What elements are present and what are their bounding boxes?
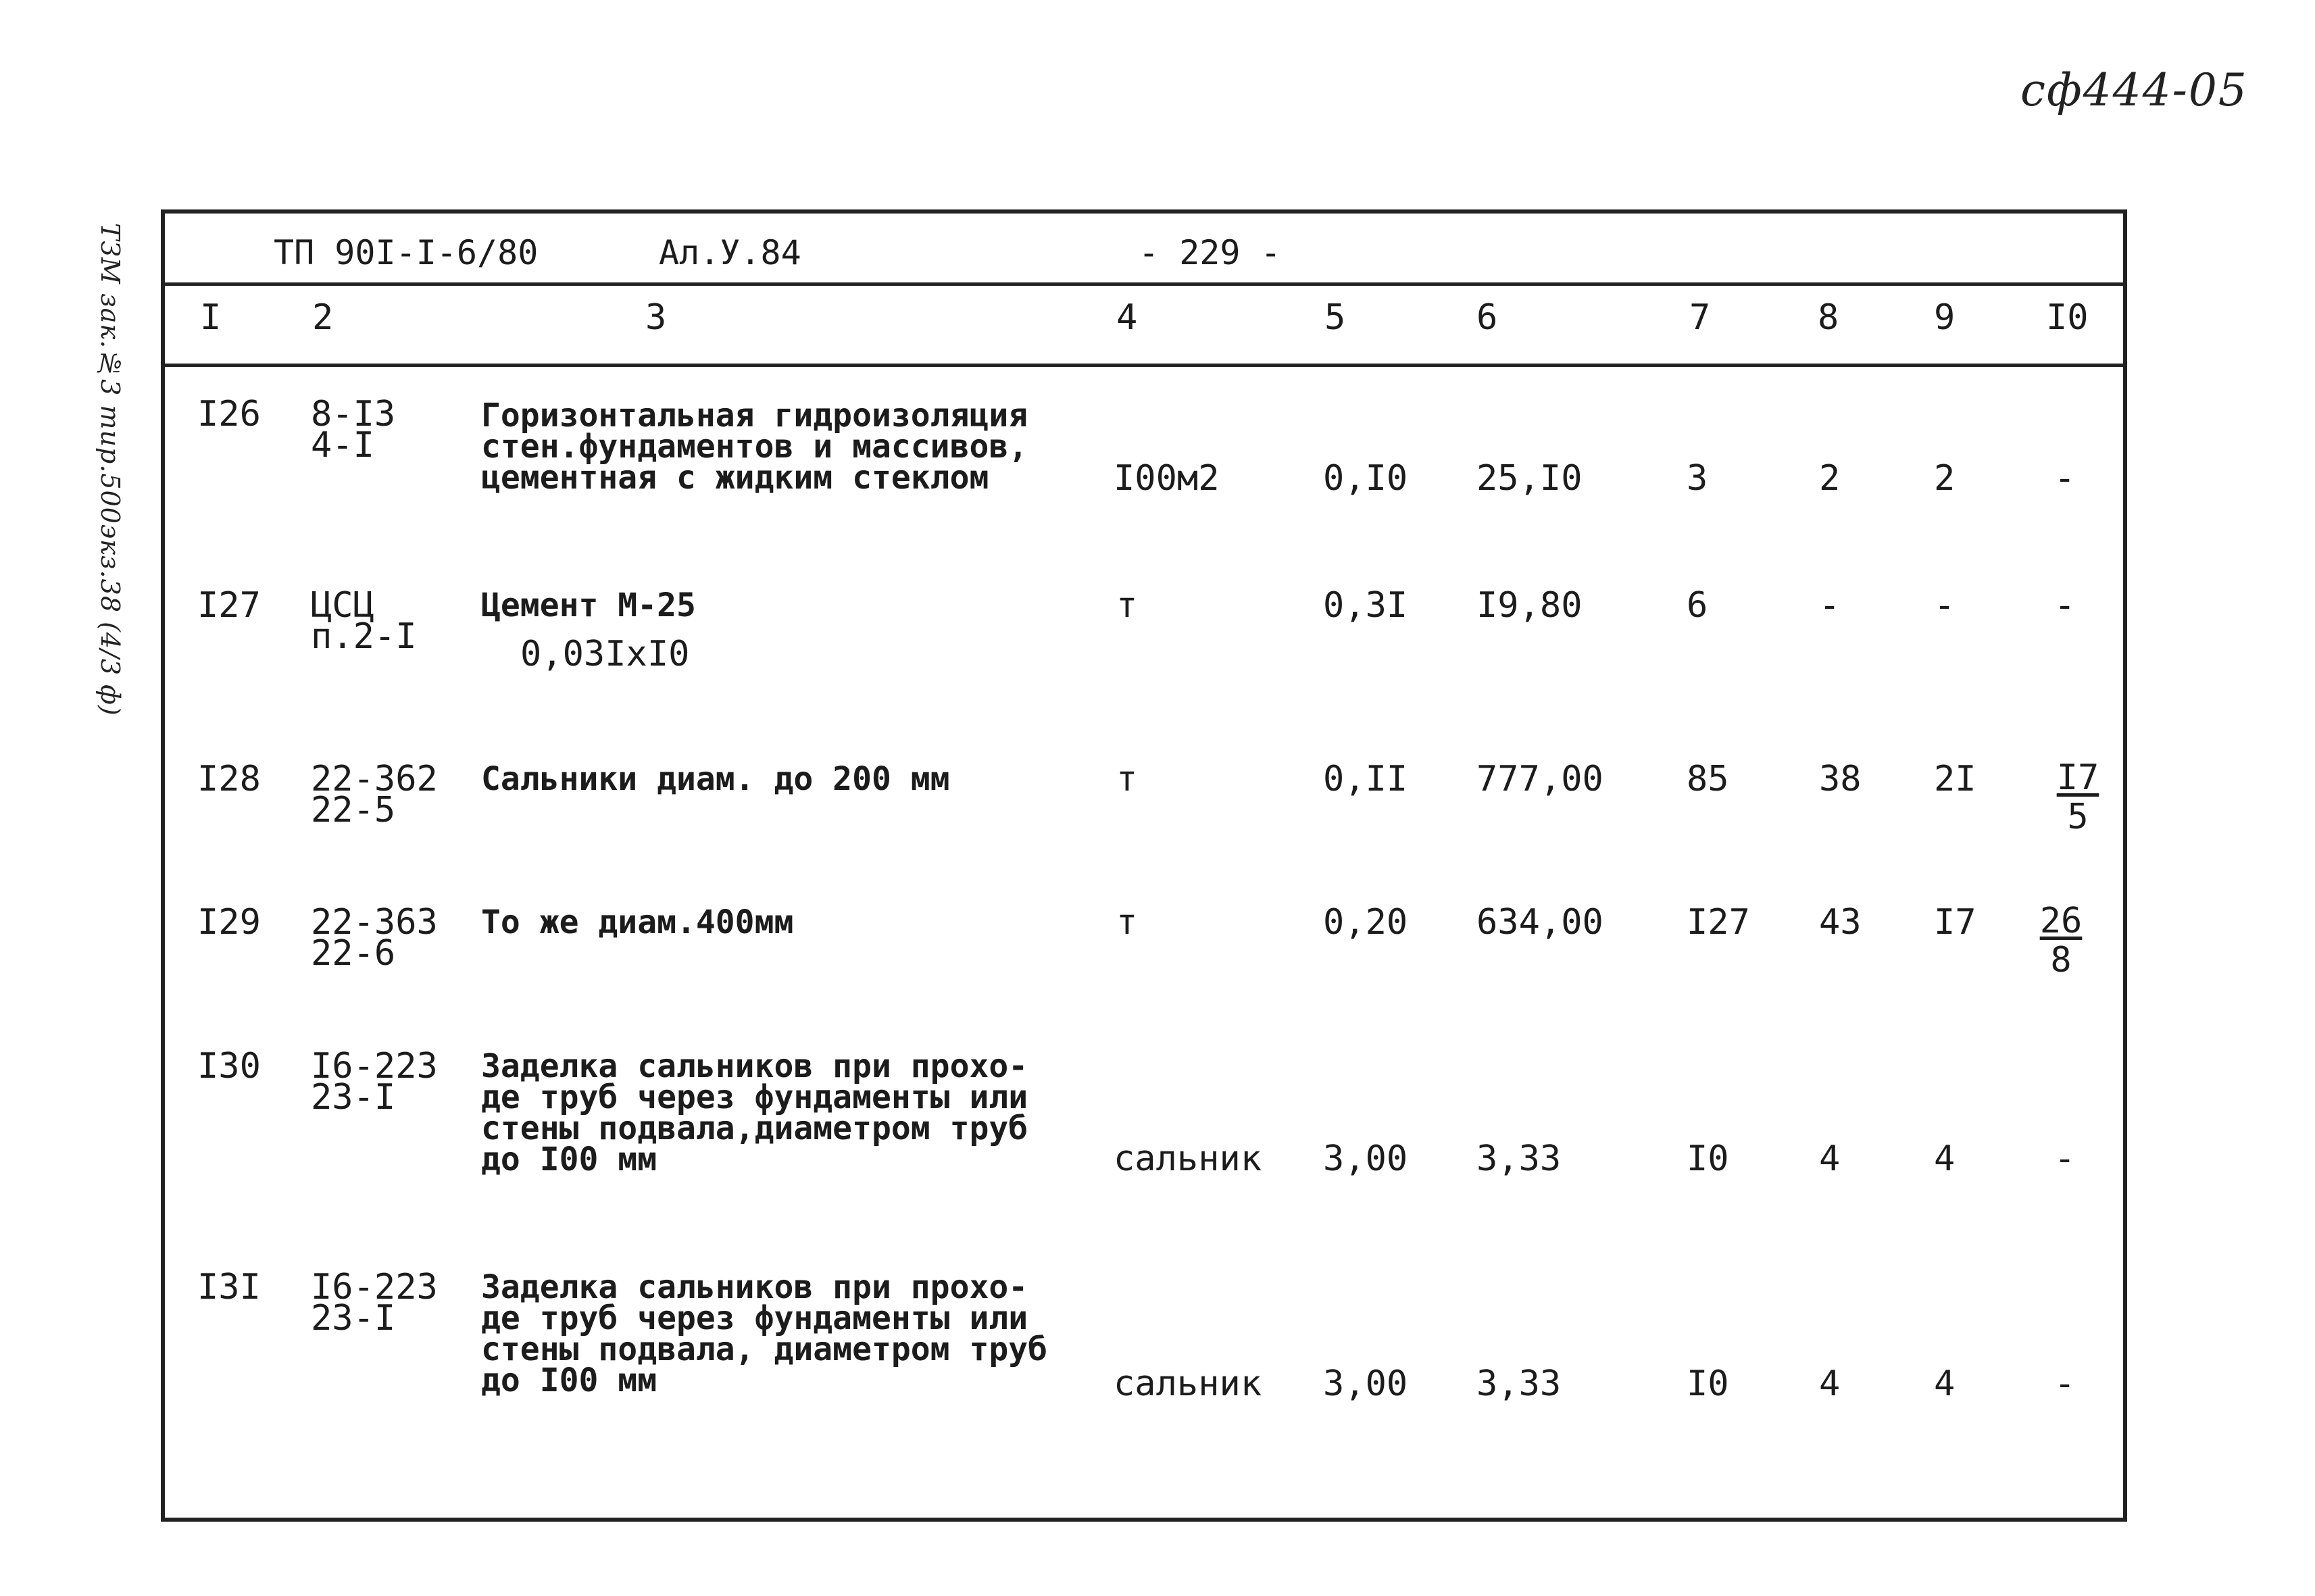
column-header: 7 [1689, 297, 1711, 338]
column-header: 9 [1934, 297, 1956, 338]
norm-code [311, 902, 438, 974]
unit: т [1116, 902, 1138, 943]
work-description [481, 587, 696, 624]
header-divider [165, 282, 2123, 286]
norm-code-line: 4-I [311, 425, 374, 466]
doc-code: ТП 90I-I-6/80 [274, 233, 539, 272]
row-number: I26 [197, 394, 261, 434]
cell-col8: - [1819, 585, 1841, 626]
work-description [481, 397, 1028, 497]
description-line: Цемент М-25 [481, 587, 696, 624]
cell-col8: 2 [1819, 458, 1841, 499]
description-line: Горизонтальная гидроизоляция [481, 397, 1028, 434]
cell-col5: 3,00 [1323, 1139, 1408, 1179]
cell-col10: - [2054, 458, 2076, 499]
cell-col10: - [2054, 585, 2076, 626]
cell-col5: 0,I0 [1323, 458, 1408, 499]
cell-col10: - [2054, 1364, 2076, 1404]
norm-code-line: п.2-I [311, 616, 417, 657]
description-line: де труб через фундаменты или [481, 1078, 1028, 1116]
row-number: I27 [197, 585, 261, 626]
row-number: I28 [197, 759, 261, 799]
unit: сальник [1114, 1139, 1262, 1179]
cell-col5: 3,00 [1323, 1364, 1408, 1404]
cell-col10-fraction [2024, 901, 2098, 980]
row-number: I29 [197, 902, 261, 943]
cell-col9: 2 [1934, 458, 1956, 499]
cell-col6: 634,00 [1476, 902, 1603, 943]
description-line: Заделка сальников при прохо- [481, 1268, 1028, 1306]
cell-col5: 0,20 [1323, 902, 1408, 943]
cell-col7: 3 [1687, 458, 1708, 499]
cell-col9: - [1934, 585, 1956, 626]
norm-code-line: ЦСЦ [311, 585, 374, 626]
unit: т [1116, 759, 1138, 799]
cell-col8: 43 [1819, 902, 1862, 943]
cell-col8: 38 [1819, 759, 1862, 799]
cell-col6: 3,33 [1476, 1364, 1562, 1404]
column-header-divider [165, 364, 2123, 367]
cell-col8: 4 [1819, 1364, 1841, 1404]
page-number: - 229 - [1139, 233, 1281, 272]
cell-col5: 0,II [1323, 759, 1408, 799]
fraction-denominator: 5 [2067, 797, 2089, 837]
cell-col9: 2I [1934, 759, 1976, 799]
norm-code-line: 23-I [311, 1077, 396, 1118]
norm-code [311, 759, 438, 830]
unit: I00м2 [1114, 458, 1220, 499]
cell-col9: 4 [1934, 1139, 1956, 1179]
side-margin-note: ТЗМ зак.№3 тир.500экз.38 (4/3 ф) [95, 223, 125, 716]
norm-code [311, 1267, 438, 1339]
norm-code-line: 22-362 [311, 759, 438, 799]
norm-code-line: 22-363 [311, 902, 438, 943]
description-line: стен.фундаментов и массивов, [481, 428, 1028, 466]
row-number: I3I [197, 1267, 261, 1307]
description-line: Заделка сальников при прохо- [481, 1047, 1028, 1085]
description-line: до I00 мм [481, 1141, 657, 1178]
album-number: Ал.У.84 [659, 233, 801, 272]
work-description [481, 903, 794, 941]
work-description [481, 1047, 1028, 1178]
description-line: стены подвала, диаметром труб [481, 1330, 1048, 1368]
cell-col6: 25,I0 [1476, 458, 1583, 499]
cell-col9: I7 [1934, 902, 1976, 943]
cell-col10: - [2054, 1139, 2076, 1179]
description-line: де труб через фундаменты или [481, 1299, 1028, 1337]
work-description [481, 1268, 1048, 1399]
fraction-denominator: 8 [2050, 940, 2072, 980]
description-line: стены подвала,диаметром труб [481, 1109, 1028, 1147]
norm-code-line: 22-5 [311, 790, 396, 830]
row-number: I30 [197, 1046, 261, 1087]
work-description [481, 760, 950, 798]
divider-dash [165, 364, 212, 367]
column-header: I0 [2046, 297, 2089, 338]
norm-code-line: 8-I3 [311, 394, 396, 434]
column-header: 4 [1116, 297, 1138, 338]
norm-code-line: I6-223 [311, 1267, 438, 1307]
cell-col8: 4 [1819, 1139, 1841, 1179]
cell-col5: 0,3I [1323, 585, 1408, 626]
cell-col7: I0 [1687, 1139, 1729, 1179]
cell-col7: I0 [1687, 1364, 1729, 1404]
norm-code [311, 394, 396, 466]
description-line: То же диам.400мм [481, 903, 794, 941]
norm-code-line: 22-6 [311, 933, 396, 974]
cell-col6: 777,00 [1476, 759, 1603, 799]
unit: сальник [1114, 1364, 1262, 1404]
norm-code [311, 585, 417, 657]
cell-col6: I9,80 [1476, 585, 1583, 626]
norm-code-line: I6-223 [311, 1046, 438, 1087]
description-line: Сальники диам. до 200 мм [481, 760, 950, 798]
column-header: 6 [1476, 297, 1498, 338]
column-header: 8 [1818, 297, 1839, 338]
column-header: 3 [645, 297, 667, 338]
cell-col7: I27 [1687, 902, 1750, 943]
fraction-numerator: I7 [2056, 757, 2099, 798]
description-line: до I00 мм [481, 1362, 657, 1399]
norm-code [311, 1046, 438, 1118]
norm-code-line: 23-I [311, 1298, 396, 1339]
description-line: цементная с жидким стеклом [481, 459, 989, 497]
fraction-numerator: 26 [2039, 901, 2083, 941]
quantity-formula: 0,03IxI0 [520, 634, 690, 674]
cell-col7: 6 [1687, 585, 1708, 626]
column-header: 2 [312, 297, 334, 338]
cell-col7: 85 [1687, 759, 1729, 799]
cell-col9: 4 [1934, 1364, 1956, 1404]
cell-col6: 3,33 [1476, 1139, 1562, 1179]
cell-col10-fraction [2041, 758, 2115, 837]
unit: т [1116, 585, 1138, 626]
corner-handwritten-note: сф444-05 [2020, 64, 2248, 116]
column-header: I [200, 297, 222, 338]
table-frame [161, 209, 2127, 1522]
column-header: 5 [1324, 297, 1346, 338]
